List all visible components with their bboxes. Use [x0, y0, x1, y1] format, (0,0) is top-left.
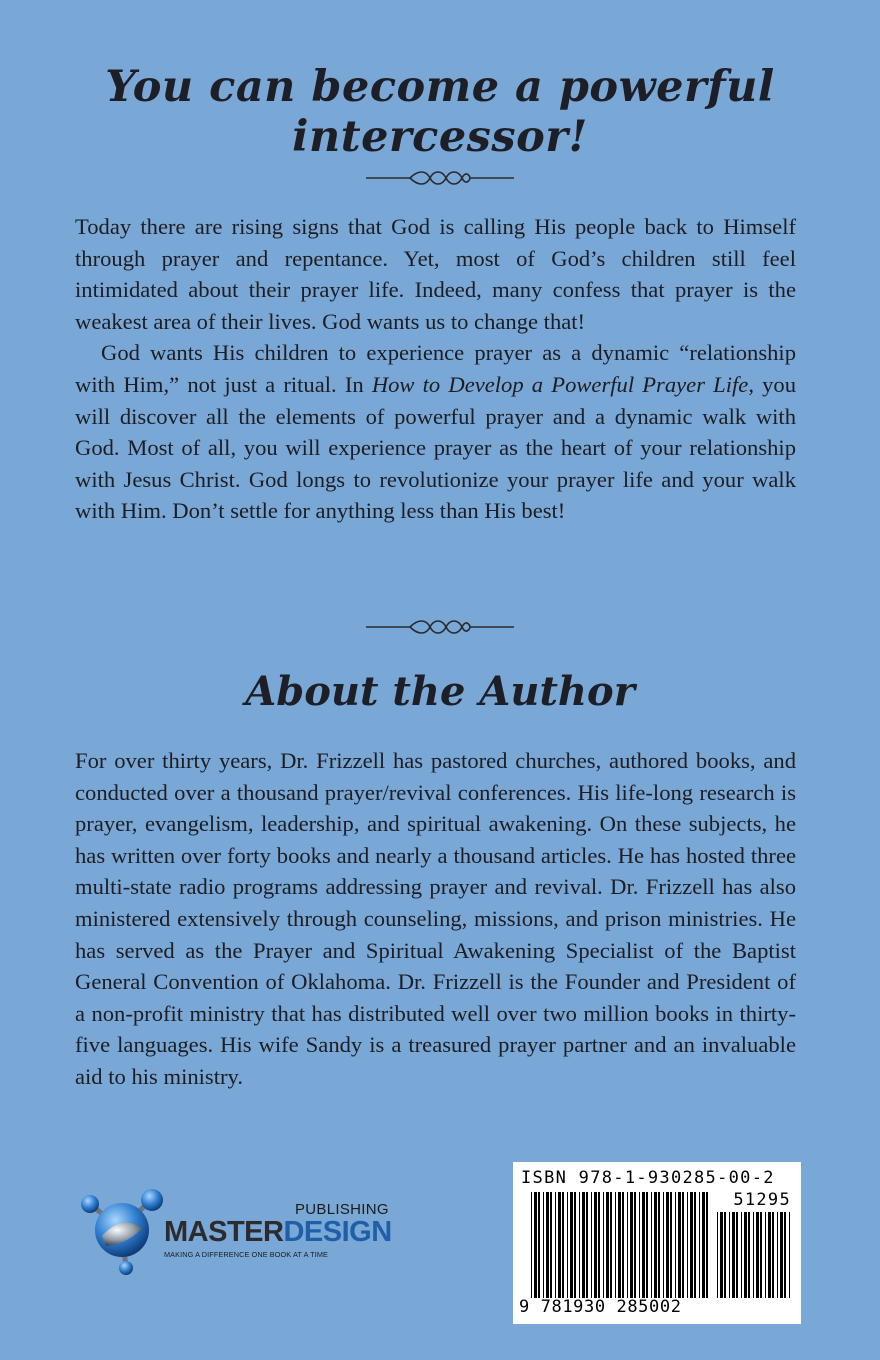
ornament-divider-top — [366, 168, 514, 188]
barcode-bar — [694, 1192, 696, 1298]
barcode-bar — [574, 1192, 576, 1298]
barcode-bar — [732, 1212, 735, 1298]
barcode-bar — [706, 1192, 708, 1298]
paragraph-2-intro: God wants His children to experience prayer as a dynamic “relationship with Him,” not just a ritual. In — [75, 340, 796, 397]
barcode-bar — [736, 1212, 738, 1298]
barcode-bar — [582, 1192, 585, 1298]
barcode-bar — [603, 1192, 604, 1298]
barcode-bar — [610, 1192, 612, 1298]
publisher-name — [164, 1217, 392, 1247]
barcode-bar — [784, 1212, 786, 1298]
barcode-bar — [651, 1192, 652, 1298]
barcode-bar — [586, 1192, 588, 1298]
molecule-sphere-icon — [76, 1184, 168, 1276]
barcode-bar — [741, 1212, 742, 1298]
barcode-bar — [598, 1192, 600, 1298]
barcode-bar — [591, 1192, 592, 1298]
publisher-logo — [76, 1184, 406, 1284]
isbn-barcode — [513, 1162, 801, 1324]
description-paragraph-1: Today there are rising signs that God is calling His people back to Himself through prayer and repentance. Yet, most of God’s children still feel intimidated about their prayer life. Indeed, many confess that prayer is the weakest area of their lives. God wants us to change that! — [75, 214, 796, 334]
barcode-bar — [534, 1192, 537, 1298]
barcode-bar — [729, 1212, 730, 1298]
barcode-bar — [654, 1192, 657, 1298]
barcode-bar — [682, 1192, 684, 1298]
barcode-bar — [744, 1212, 747, 1298]
ean-digits: 9 781930 285002 — [519, 1297, 682, 1317]
barcode-bar — [618, 1192, 621, 1298]
publisher-name-design: DESIGN — [283, 1216, 392, 1248]
price-code: 51295 — [733, 1190, 791, 1210]
barcode-bar — [531, 1192, 532, 1298]
publisher-name-master: MASTER — [164, 1216, 284, 1248]
publisher-label: PUBLISHING — [295, 1201, 389, 1218]
barcode-bar — [760, 1212, 762, 1298]
barcode-bar — [627, 1192, 628, 1298]
barcode-bar — [748, 1212, 750, 1298]
barcode-bar — [658, 1192, 660, 1298]
barcode-bar — [753, 1212, 754, 1298]
barcode-bar — [720, 1212, 723, 1298]
about-author-heading: About the Author — [245, 668, 635, 715]
barcode-bar — [639, 1192, 640, 1298]
barcode-bar — [615, 1192, 616, 1298]
barcode-bar — [630, 1192, 633, 1298]
barcode-bar — [780, 1212, 783, 1298]
barcode-bar — [772, 1212, 774, 1298]
barcode-bar — [789, 1212, 790, 1298]
barcode-bar — [690, 1192, 693, 1298]
paragraph-2-rest: , you will discover all the elements of powerful prayer and a dynamic walk with God. Most of all, you will experience prayer as the heart of your relationship with Jesus Christ. God longs to revolutionize your prayer life and your walk with Him. Don’t settle for anything less than His best! — [75, 371, 797, 524]
book-title: How to Develop a Powerful Prayer Life — [371, 371, 749, 397]
barcode-bar — [678, 1192, 681, 1298]
barcode-bar — [666, 1192, 669, 1298]
barcode-bar — [724, 1212, 726, 1298]
barcode-bar — [546, 1192, 549, 1298]
barcode-bar — [646, 1192, 648, 1298]
barcode-bar — [687, 1192, 688, 1298]
barcode-bar — [555, 1192, 556, 1298]
barcode-bar — [768, 1212, 771, 1298]
barcode-bar — [579, 1192, 580, 1298]
barcode-bar — [594, 1192, 597, 1298]
about-author-section — [75, 745, 796, 1093]
cover-headline: You can become a powerful intercessor! — [105, 62, 775, 162]
ornament-divider-bottom — [366, 617, 514, 637]
barcode-bar — [670, 1192, 672, 1298]
barcode-bar — [634, 1192, 636, 1298]
barcode-bar — [543, 1192, 544, 1298]
barcode-bar — [558, 1192, 561, 1298]
barcode-bar — [538, 1192, 540, 1298]
barcode-bar — [642, 1192, 645, 1298]
isbn-label: ISBN 978-1-930285-00-2 — [521, 1168, 775, 1188]
about-author-text: For over thirty years, Dr. Frizzell has pastored churches, authored books, and conducted over a thousand prayer/revival conferences. His life-long research is prayer, evangelism, leadership, and spiritual awakening. On these subjects, he has written over forty books and nearly a thousand articles. He has hosted three multi-state radio programs addressing prayer and revival. Dr. Frizzell has also ministered extensively through counseling, missions, and prison ministries. He has served as the Prayer and Spiritual Awakening Specialist of the Baptist General Convention of Oklahoma. Dr. Frizzell is the Founder and President of a non-profit ministry that has distributed well over two million books in thirty-five languages. His wife Sandy is a treasured prayer partner and an invaluable aid to his ministry. — [75, 748, 796, 1089]
barcode-bar — [550, 1192, 552, 1298]
barcode-bar — [606, 1192, 609, 1298]
barcode-bar — [756, 1212, 759, 1298]
barcode-bar — [765, 1212, 766, 1298]
barcode-bar — [570, 1192, 573, 1298]
description-paragraph-2 — [75, 337, 796, 527]
barcode-bar — [622, 1192, 624, 1298]
description-section — [75, 211, 796, 527]
barcode-bar — [777, 1212, 778, 1298]
barcode-bar — [702, 1192, 705, 1298]
barcode-bar — [675, 1192, 676, 1298]
barcode-bar — [699, 1192, 700, 1298]
barcode-bar — [717, 1212, 718, 1298]
barcode-bar — [663, 1192, 664, 1298]
barcode-bar — [562, 1192, 564, 1298]
publisher-tagline: MAKING A DIFFERENCE ONE BOOK AT A TIME — [164, 1250, 328, 1259]
barcode-bar — [567, 1192, 568, 1298]
